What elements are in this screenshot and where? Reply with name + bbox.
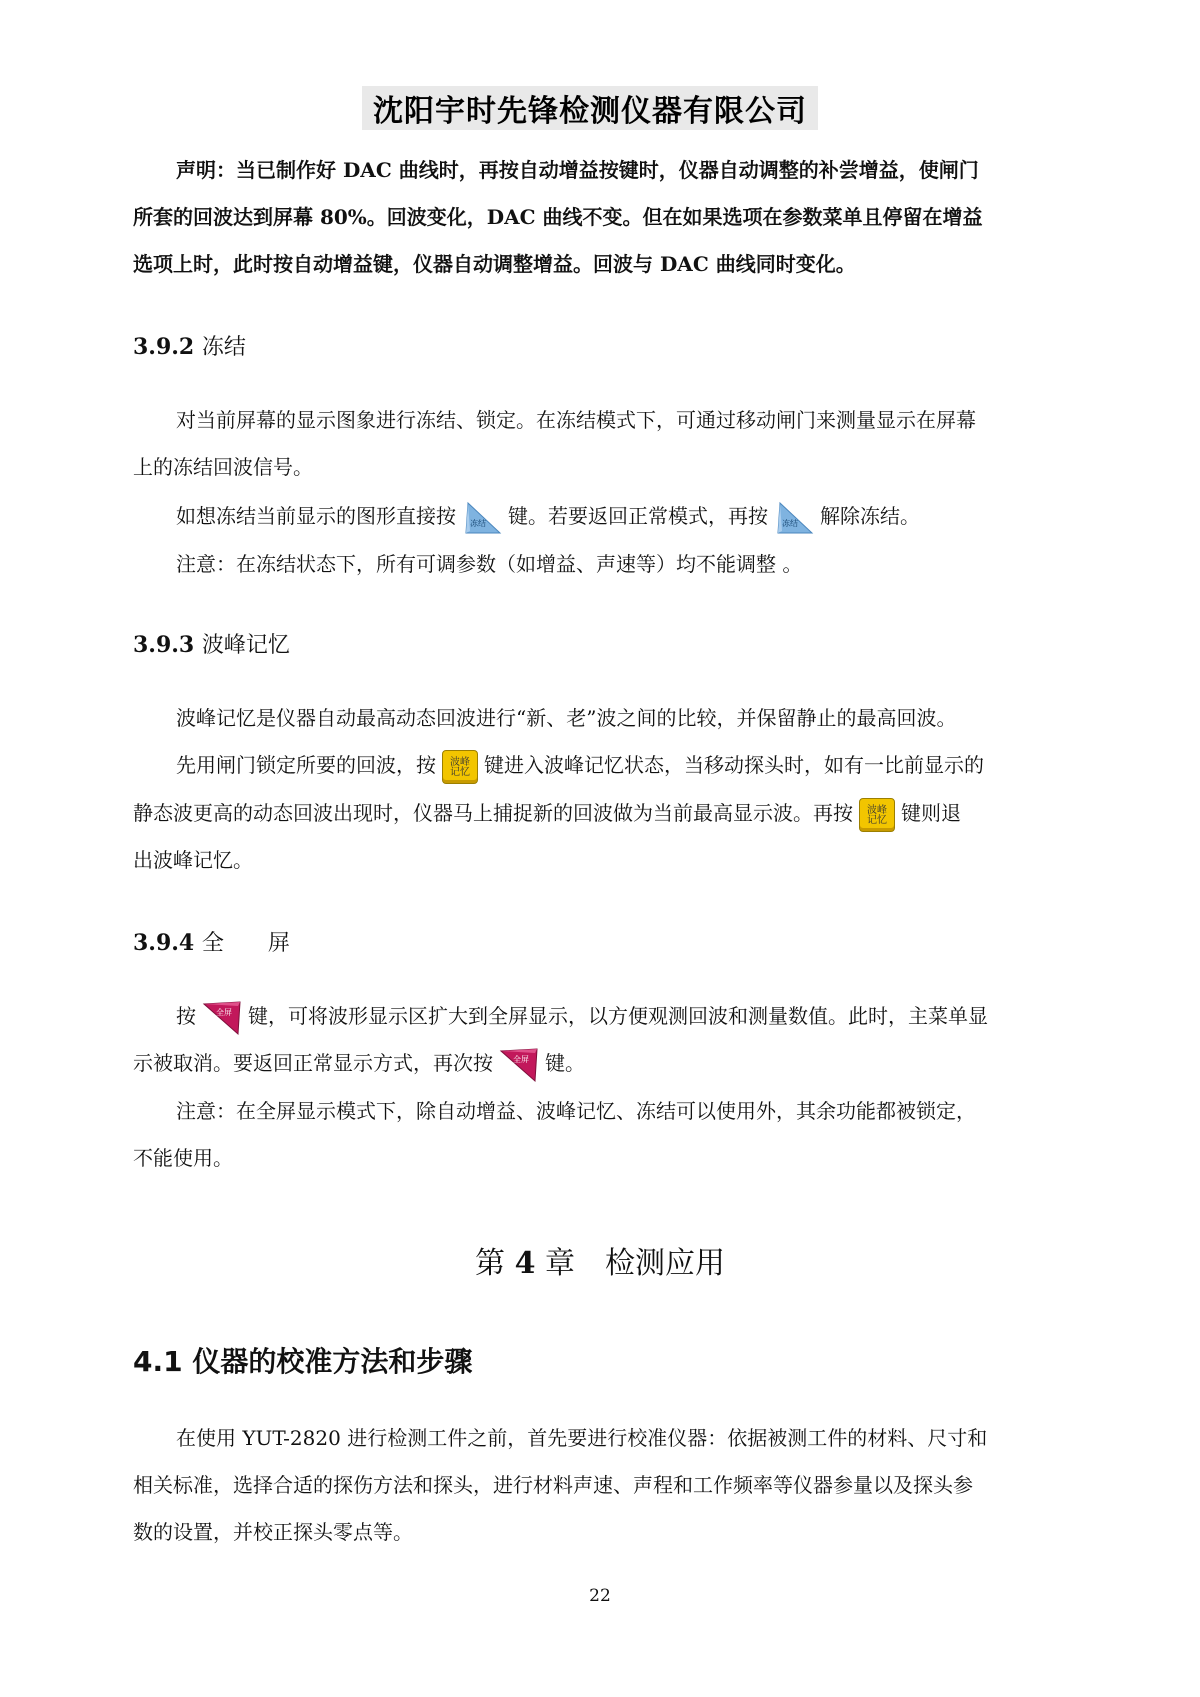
peak-key-label [443, 758, 477, 778]
company-name: 沈阳宇时先锋检测仪器有限公司 [373, 94, 807, 129]
statement-line-2: 所套的回波达到屏幕 80%。回波变化，DAC 曲线不变。但在如果选项在参数菜单且停留在增益 [133, 205, 983, 229]
text-span: 先用闸门锁定所要的回波，按 [176, 753, 436, 777]
chapter-title: 章 检测应用 [544, 1246, 725, 1281]
section-number: 3.9.4 [133, 930, 195, 956]
note-line: 不能使用。 [133, 1146, 233, 1170]
peak-memory-key-icon [442, 750, 478, 784]
text-span: 静态波更高的动态回波出现时，仪器马上捕捉新的回波做为当前最高显示波。再按 [133, 801, 853, 825]
section-4-1-heading: 4.1 仪器的校准方法和步骤 [133, 1345, 473, 1378]
section-3-9-3-heading [133, 628, 290, 659]
peak-key-label-top: 波峰 [450, 756, 470, 768]
full-screen-key-label: 全屏 [513, 1054, 529, 1064]
section-number: 3.9.3 [133, 632, 195, 658]
section-title: 波峰记忆 [201, 633, 290, 658]
section-3-9-4-heading [133, 926, 290, 957]
full-screen-key-icon [499, 1047, 539, 1083]
section-title: 冻结 [201, 335, 246, 360]
paragraph-line: 波峰记忆是仪器自动最高动态回波进行“新、老”波之间的比较，并保留静止的最高回波。 [176, 706, 957, 730]
paragraph-line: 对当前屏幕的显示图象进行冻结、锁定。在冻结模式下，可通过移动闸门来测量显示在屏幕 [176, 408, 976, 432]
paragraph-line: 上的冻结回波信号。 [133, 455, 313, 479]
peak-key-label-bottom: 记忆 [867, 814, 887, 826]
chapter-prefix: 第 [475, 1246, 506, 1281]
note-line: 注意：在全屏显示模式下，除自动增益、波峰记忆、冻结可以使用外，其余功能都被锁定， [176, 1099, 976, 1123]
statement-line-3: 选项上时，此时按自动增益键，仪器自动调整增益。回波与 DAC 曲线同时变化。 [133, 252, 856, 276]
section-3-9-2-heading [133, 330, 246, 361]
section-number: 3.9.2 [133, 334, 195, 360]
freeze-key-label: 冻结 [470, 518, 486, 528]
paragraph-line-with-key [133, 1043, 1068, 1083]
text-span: 如想冻结当前显示的图形直接按 [176, 504, 456, 528]
peak-key-label [860, 806, 894, 826]
text-span: 键则退 [901, 801, 961, 825]
text-span: 键。 [545, 1051, 585, 1075]
paragraph-line: 相关标准，选择合适的探伤方法和探头，进行材料声速、声程和工作频率等仪器参量以及探头参 [133, 1473, 973, 1497]
note-line: 注意：在冻结状态下，所有可调参数（如增益、声速等）均不能调整 。 [176, 552, 803, 576]
text-span: 键。若要返回正常模式，再按 [508, 504, 768, 528]
peak-key-label-bottom: 记忆 [450, 766, 470, 778]
freeze-key-label: 冻结 [782, 518, 798, 528]
paragraph-line: 在使用 YUT-2820 进行检测工件之前，首先要进行校准仪器：依据被测工件的材料、尺寸和 [176, 1426, 988, 1450]
page-number: 22 [589, 1586, 611, 1606]
text-span: 键进入波峰记忆状态，当移动探头时，如有一比前显示的 [484, 753, 984, 777]
paragraph-line-with-keys [176, 496, 1068, 536]
paragraph-line-with-key [133, 793, 1068, 833]
company-header [362, 86, 818, 130]
statement-line-1: 声明：当已制作好 DAC 曲线时，再按自动增益按键时，仪器自动调整的补尝增益，使闸门 [176, 158, 979, 182]
text-span: 解除冻结。 [820, 504, 920, 528]
peak-memory-key-icon [859, 798, 895, 832]
full-screen-key-label: 全屏 [216, 1007, 232, 1017]
section-title: 全 屏 [201, 931, 290, 956]
paragraph-line: 数的设置，并校正探头零点等。 [133, 1520, 413, 1544]
paragraph-line-with-key [176, 996, 1068, 1036]
freeze-key-icon [462, 501, 502, 535]
paragraph-line: 出波峰记忆。 [133, 848, 253, 872]
full-screen-key-icon [202, 1000, 242, 1036]
text-span: 键，可将波形显示区扩大到全屏显示，以方便观测回波和测量数值。此时，主菜单显 [248, 1004, 988, 1028]
chapter-heading [0, 1238, 1200, 1282]
freeze-key-icon [774, 501, 814, 535]
text-span: 按 [176, 1004, 196, 1028]
peak-key-label-top: 波峰 [867, 804, 887, 816]
text-span: 示被取消。要返回正常显示方式，再次按 [133, 1051, 493, 1075]
chapter-number: 4 [514, 1246, 536, 1281]
paragraph-line-with-key [176, 745, 1068, 785]
